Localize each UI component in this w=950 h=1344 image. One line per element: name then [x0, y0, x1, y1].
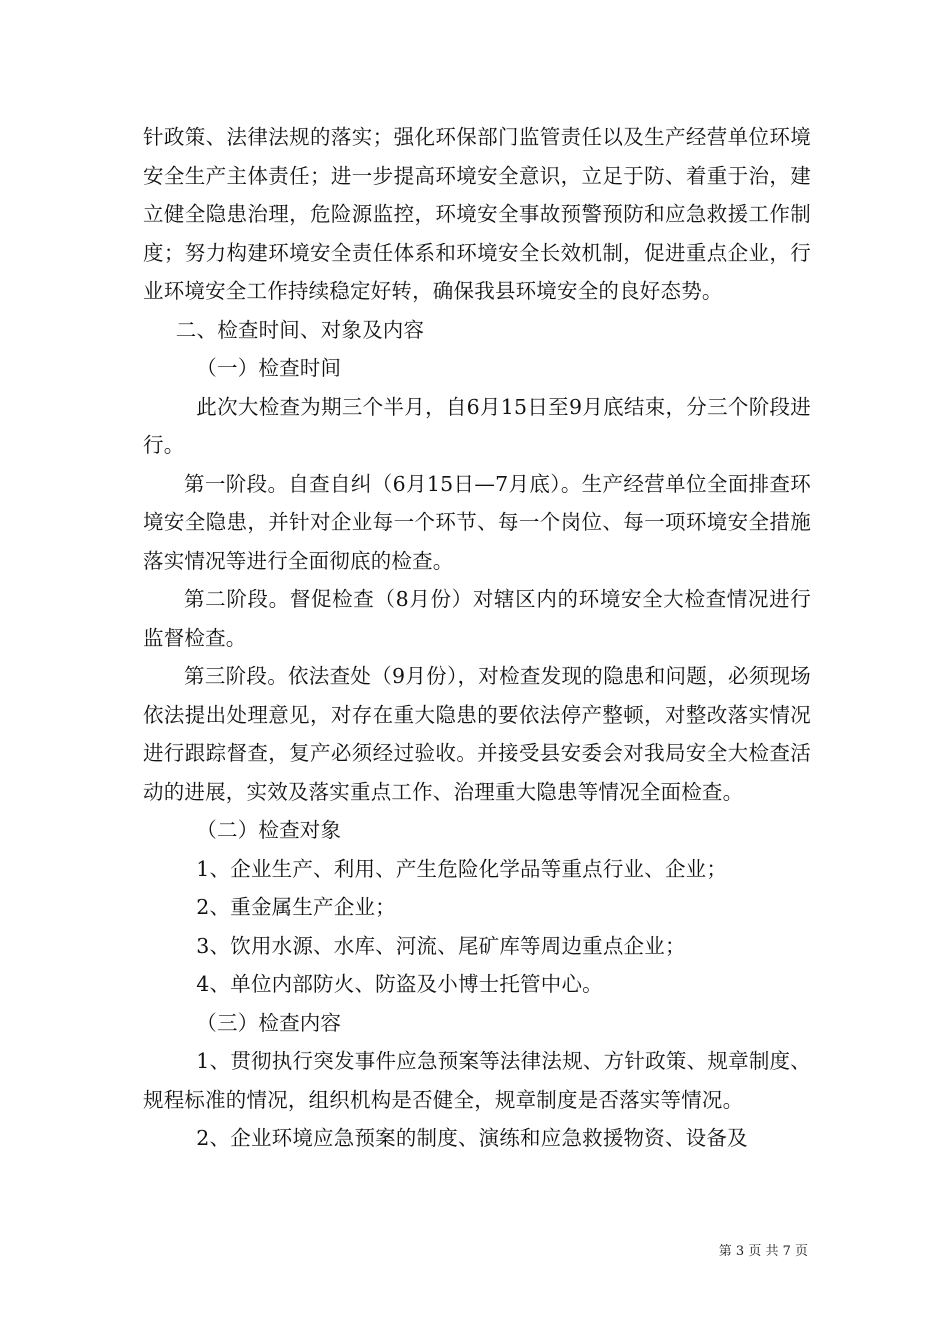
paragraph-stage-one: 第一阶段。自查自纠（6月15日—7月底）。生产经营单位全面排查环境安全隐患，并针对企业每一个环节、每一个岗位、每一项环境安全措施落实情况等进行全面彻底的检查。: [143, 471, 811, 573]
subheading-inspection-targets: （二）检查对象: [196, 818, 342, 842]
list-item-target-1: 1、企业生产、利用、产生危险化学品等重点行业、企业；: [196, 856, 728, 881]
paragraph-stage-two: 第二阶段。督促检查（8月份）对辖区内的环境安全大检查情况进行监督检查。: [143, 587, 811, 650]
list-item-target-2: 2、重金属生产企业；: [196, 895, 396, 919]
paragraph-stage-three: 第三阶段。依法查处（9月份），对检查发现的隐患和问题，必须现场依法提出处理意见，对存在重大隐患的要依法停产整顿，对整改落实情况进行跟踪督查，复产必须经过验收。并接受县安委会对我局安全大检查活动的进展，实效及落实重点工作、治理重大隐患等情况全面检查。: [143, 664, 811, 804]
paragraph-content-item-2: 2、企业环境应急预案的制度、演练和应急救援物资、设备及: [196, 1126, 748, 1150]
section-heading-inspection: 二、检查时间、对象及内容: [175, 317, 425, 342]
list-item-target-4: 4、单位内部防火、防盗及小博士托管中心。: [196, 972, 603, 996]
paragraph-content-item-1: 1、贯彻执行突发事件应急预案等法律法规、方针政策、规章制度、规程标准的情况，组织机构是否健全，规章制度是否落实等情况。: [143, 1049, 811, 1112]
subheading-inspection-time: （一）检查时间: [196, 356, 342, 380]
document-body: [143, 118, 811, 1158]
subheading-inspection-content: （三）检查内容: [196, 1010, 342, 1035]
paragraph-policy-implementation: 针政策、法律法规的落实；强化环保部门监管责任以及生产经营单位环境安全生产主体责任；进一步提高环境安全意识，立足于防、着重于治，建立健全隐患治理，危险源监控，环境安全事故预警预防和应急救援工作制度；努力构建环境安全责任体系和环境安全长效机制，促进重点企业，行业环境安全工作持续稳定好转，确保我县环境安全的良好态势。: [143, 125, 811, 303]
paragraph-inspection-period: 此次大检查为期三个半月，自6月15日至9月底结束，分三个阶段进行。: [143, 394, 811, 457]
page-number-footer: 第 3 页 共 7 页: [718, 1244, 808, 1259]
list-item-target-3: 3、饮用水源、水库、河流、尾矿库等周边重点企业；: [196, 933, 686, 958]
